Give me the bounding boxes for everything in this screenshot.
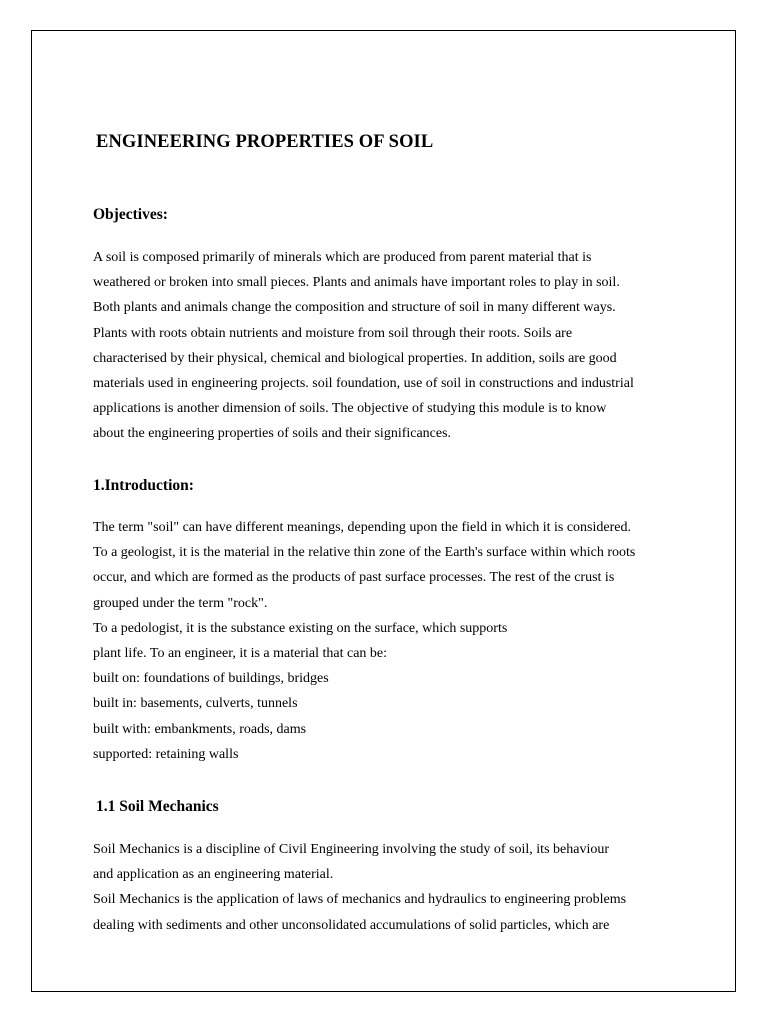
soil-mechanics-heading: 1.1 Soil Mechanics xyxy=(96,798,219,815)
paragraph-line: Plants with roots obtain nutrients and moisture from soil through their roots. Soils are xyxy=(93,325,573,341)
paragraph-line: dealing with sediments and other unconsolidated accumulations of solid particles, which are xyxy=(93,917,610,933)
paragraph-line: built with: embankments, roads, dams xyxy=(93,721,307,737)
paragraph-line: grouped under the term "rock". xyxy=(93,595,268,611)
paragraph-line: Soil Mechanics is the application of laws of mechanics and hydraulics to engineering problems xyxy=(93,892,627,908)
paragraph-line: To a pedologist, it is the substance existing on the surface, which supports xyxy=(93,620,508,636)
paragraph-line: and application as an engineering material. xyxy=(93,867,334,883)
objectives-heading: Objectives: xyxy=(93,206,168,223)
paragraph-line: characterised by their physical, chemical and biological properties. In addition, soils are good xyxy=(93,350,617,366)
paragraph-line: Soil Mechanics is a discipline of Civil Engineering involving the study of soil, its behaviour xyxy=(93,842,609,857)
paragraph-line: plant life. To an engineer, it is a material that can be: xyxy=(93,646,388,662)
paragraph-line: A soil is composed primarily of minerals which are produced from parent material that is xyxy=(93,250,592,265)
introduction-heading: 1.Introduction: xyxy=(93,477,194,494)
soil-mechanics-paragraph xyxy=(93,837,703,938)
paragraph-line: applications is another dimension of soils. The objective of studying this module is to know xyxy=(93,401,607,417)
paragraph-line: built in: basements, culverts, tunnels xyxy=(93,696,298,712)
paragraph-line: occur, and which are formed as the products of past surface processes. The rest of the crust is xyxy=(93,570,615,586)
paragraph-line: materials used in engineering projects. soil foundation, use of soil in constructions and industrial xyxy=(93,376,634,392)
paragraph-line: supported: retaining walls xyxy=(93,746,239,762)
paragraph-line: about the engineering properties of soils and their significances. xyxy=(93,426,452,442)
paragraph-line: built on: foundations of buildings, bridges xyxy=(93,671,329,687)
document-title: ENGINEERING PROPERTIES OF SOIL xyxy=(96,132,434,152)
paragraph-line: weathered or broken into small pieces. Plants and animals have important roles to play in soil. xyxy=(93,275,620,291)
paragraph-line: The term "soil" can have different meanings, depending upon the field in which it is considered. xyxy=(93,520,631,535)
objectives-paragraph xyxy=(93,245,703,447)
paragraph-line: Both plants and animals change the composition and structure of soil in many different ways. xyxy=(93,300,616,316)
introduction-paragraph xyxy=(93,515,703,767)
paragraph-line: To a geologist, it is the material in the relative thin zone of the Earth's surface within which roots xyxy=(93,545,636,561)
